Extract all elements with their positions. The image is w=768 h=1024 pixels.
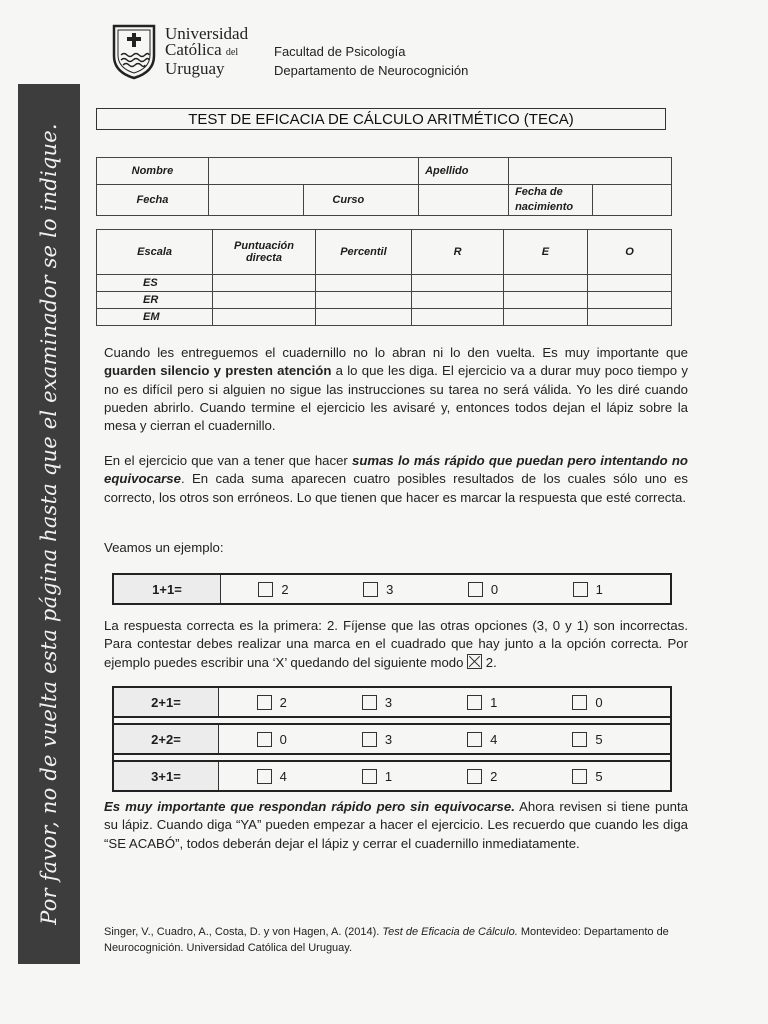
practice-options	[219, 732, 670, 747]
sidebar-text: Por favor, no de vuelta esta página hasta que el examinador se lo indique.	[37, 123, 61, 925]
checkbox-icon[interactable]	[467, 769, 482, 784]
option-label: 1	[384, 768, 393, 784]
score-cell[interactable]	[587, 275, 671, 292]
option-label: 2	[490, 768, 498, 784]
option-label: 0	[490, 581, 499, 597]
answer-option[interactable]	[257, 695, 347, 710]
score-cell[interactable]	[587, 292, 671, 309]
university-name	[165, 26, 248, 77]
instructions-paragraph-2	[104, 452, 688, 507]
option-label: 1	[595, 581, 603, 597]
answer-option[interactable]	[362, 732, 452, 747]
checkbox-icon[interactable]	[467, 695, 482, 710]
university-seal-icon	[110, 22, 158, 80]
apellido-label: Apellido	[419, 158, 509, 185]
answer-option[interactable]	[467, 769, 557, 784]
practice-equation: 2+2=	[114, 725, 219, 753]
score-table	[96, 229, 672, 326]
checkbox-icon[interactable]	[467, 732, 482, 747]
practice-equation: 3+1=	[114, 762, 219, 790]
score-cell[interactable]	[503, 309, 587, 326]
score-cell[interactable]	[412, 275, 504, 292]
option-label: 2	[281, 581, 289, 597]
score-cell[interactable]	[412, 309, 504, 326]
nombre-label: Nombre	[97, 158, 209, 185]
checkbox-icon[interactable]	[362, 732, 377, 747]
faculty-block	[274, 42, 468, 80]
option-label: 4	[279, 768, 287, 784]
score-cell[interactable]	[315, 275, 411, 292]
practice-equation: 2+1=	[114, 688, 219, 716]
header-percentil: Percentil	[315, 230, 411, 275]
score-cell[interactable]	[213, 292, 316, 309]
practice-questions	[112, 686, 672, 792]
checkbox-icon[interactable]	[572, 732, 587, 747]
checkbox-icon[interactable]	[362, 695, 377, 710]
score-cell[interactable]	[315, 292, 411, 309]
checkbox-icon[interactable]	[257, 769, 272, 784]
p5-text: Ahora revisen si tiene punta su lápiz. Cuando diga “YA” pueden empezar a hacer el ejercicio. Les recuerdo que cuando les diga “SE ACABÓ”, todos deberán dejar el lápiz y cerrar el cuadernillo inmediatamente.	[104, 799, 688, 851]
row-label-em: EM	[97, 309, 213, 326]
option-label: 2	[279, 694, 287, 710]
practice-options	[219, 695, 670, 710]
example-option[interactable]	[363, 582, 453, 597]
row-label-er: ER	[97, 292, 213, 309]
answer-option[interactable]	[257, 732, 347, 747]
checkbox-icon[interactable]	[573, 582, 588, 597]
checkbox-icon[interactable]	[363, 582, 378, 597]
fecha-field[interactable]	[208, 185, 304, 216]
example-option[interactable]	[573, 582, 663, 597]
option-label: 1	[490, 694, 498, 710]
university-line-1: Universidad	[165, 24, 249, 43]
curso-field[interactable]	[419, 185, 509, 216]
score-cell[interactable]	[412, 292, 504, 309]
score-cell[interactable]	[315, 309, 411, 326]
p1-bold: guarden silencio y presten atención	[104, 363, 332, 379]
fecha-nac-line1: Fecha de	[515, 186, 563, 198]
example-options	[221, 582, 670, 597]
university-line-2: Católica	[165, 40, 222, 59]
answer-option[interactable]	[467, 695, 557, 710]
instructions-paragraph-5	[104, 798, 688, 853]
citation-authors: Singer, V., Cuadro, A., Costa, D. y von Hagen, A. (2014).	[104, 926, 383, 938]
example-question-row	[112, 573, 672, 605]
p4-text-b: 2.	[482, 654, 497, 670]
option-label: 3	[386, 581, 394, 597]
row-label-es: ES	[97, 275, 213, 292]
fecha-nac-line2: nacimiento	[515, 201, 574, 213]
letterhead	[110, 20, 670, 90]
score-cell[interactable]	[213, 275, 316, 292]
score-cell[interactable]	[503, 275, 587, 292]
checkbox-icon[interactable]	[257, 695, 272, 710]
example-equation: 1+1=	[114, 575, 221, 603]
p4-text-a: La respuesta correcta es la primera: 2. Fíjense que las otras opciones (3, 0 y 1) son incorrectas. Para contestar debes realizar una marca en el cuadrado que hay junto a la opción correcta. Por ejemplo puedes escribir una ‘X’ quedando del siguiente modo	[104, 618, 688, 670]
practice-row-3	[114, 760, 670, 792]
option-label: 4	[490, 731, 498, 747]
practice-options	[219, 769, 670, 784]
university-line-3: Uruguay	[165, 59, 225, 78]
table-row	[97, 292, 672, 309]
example-intro: Veamos un ejemplo:	[104, 540, 224, 555]
instructions-paragraph-1	[104, 344, 688, 435]
p5-bold: Es muy importante que respondan rápido pero sin equivocarse.	[104, 799, 515, 814]
p1-text-b: a lo que les diga. El ejercicio va a durar muy poco tiempo y no es difícil pero si alguien no sigue las instrucciones su tarea no será válida. Yo les diré cuando pueden abrirlo. Cuando termine el ejercicio les avisaré y, entonces todos dejan el lápiz sobre la mesa y cierran el cuadernillo.	[104, 363, 688, 434]
score-cell[interactable]	[503, 292, 587, 309]
score-cell[interactable]	[213, 309, 316, 326]
instruction-side-band	[18, 84, 80, 964]
answer-option[interactable]	[362, 695, 452, 710]
fecha-nacimiento-field[interactable]	[592, 185, 671, 216]
student-id-table	[96, 157, 672, 216]
checkbox-icon[interactable]	[572, 769, 587, 784]
header-r: R	[412, 230, 504, 275]
curso-label: Curso	[304, 185, 419, 216]
department-name: Departamento de Neurocognición	[274, 63, 469, 78]
answer-option[interactable]	[257, 769, 347, 784]
header-o: O	[587, 230, 671, 275]
answer-option[interactable]	[572, 732, 662, 747]
p1-text-a: Cuando les entreguemos el cuadernillo no lo abran ni lo den vuelta. Es muy importante que	[104, 345, 688, 360]
practice-row-1	[114, 686, 670, 718]
header-escala: Escala	[97, 230, 213, 275]
table-row	[97, 275, 672, 292]
test-title: TEST DE EFICACIA DE CÁLCULO ARITMÉTICO (TECA)	[96, 108, 666, 130]
option-label: 0	[279, 731, 287, 747]
citation	[104, 924, 694, 956]
checkbox-icon[interactable]	[257, 732, 272, 747]
apellido-field[interactable]	[509, 158, 672, 185]
example-option[interactable]	[258, 582, 348, 597]
university-del: del	[225, 47, 239, 58]
faculty-name: Facultad de Psicología	[274, 44, 406, 59]
fecha-label: Fecha	[97, 185, 209, 216]
p2-text-a: En el ejercicio que van a tener que hacer	[104, 453, 352, 468]
header-e: E	[503, 230, 587, 275]
checkbox-icon[interactable]	[258, 582, 273, 597]
practice-row-2	[114, 723, 670, 755]
option-label: 5	[595, 768, 603, 784]
answer-option[interactable]	[572, 769, 662, 784]
option-label: 5	[595, 731, 603, 747]
citation-title: Test de Eficacia de Cálculo.	[382, 926, 518, 938]
checkbox-icon[interactable]	[362, 769, 377, 784]
table-row	[97, 309, 672, 326]
checkbox-icon[interactable]	[468, 582, 483, 597]
option-label: 3	[384, 694, 393, 710]
p2-text-b: . En cada suma aparecen cuatro posibles resultados de los cuales sólo uno es correcto, los otros son erróneos. Lo que tienen que hacer es marcar la respuesta que esté correcta.	[104, 471, 688, 505]
option-label: 0	[595, 694, 603, 710]
answer-option[interactable]	[362, 769, 452, 784]
p2-bold: sumas lo más rápido que puedan pero intentando no equivocarse	[104, 453, 688, 487]
header-puntuacion-directa: Puntuación directa	[213, 230, 316, 275]
fecha-nacimiento-label	[509, 185, 593, 216]
example-option[interactable]	[468, 582, 558, 597]
checkbox-icon[interactable]	[572, 695, 587, 710]
answer-option[interactable]	[467, 732, 557, 747]
citation-publisher: Montevideo: Departamento de Neurocognición. Universidad Católica del Uruguay.	[104, 926, 669, 954]
option-label: 3	[384, 731, 393, 747]
nombre-field[interactable]	[208, 158, 418, 185]
answer-option[interactable]	[572, 695, 662, 710]
score-cell[interactable]	[587, 309, 671, 326]
instructions-paragraph-4	[104, 617, 688, 672]
checked-box-icon	[467, 654, 482, 669]
